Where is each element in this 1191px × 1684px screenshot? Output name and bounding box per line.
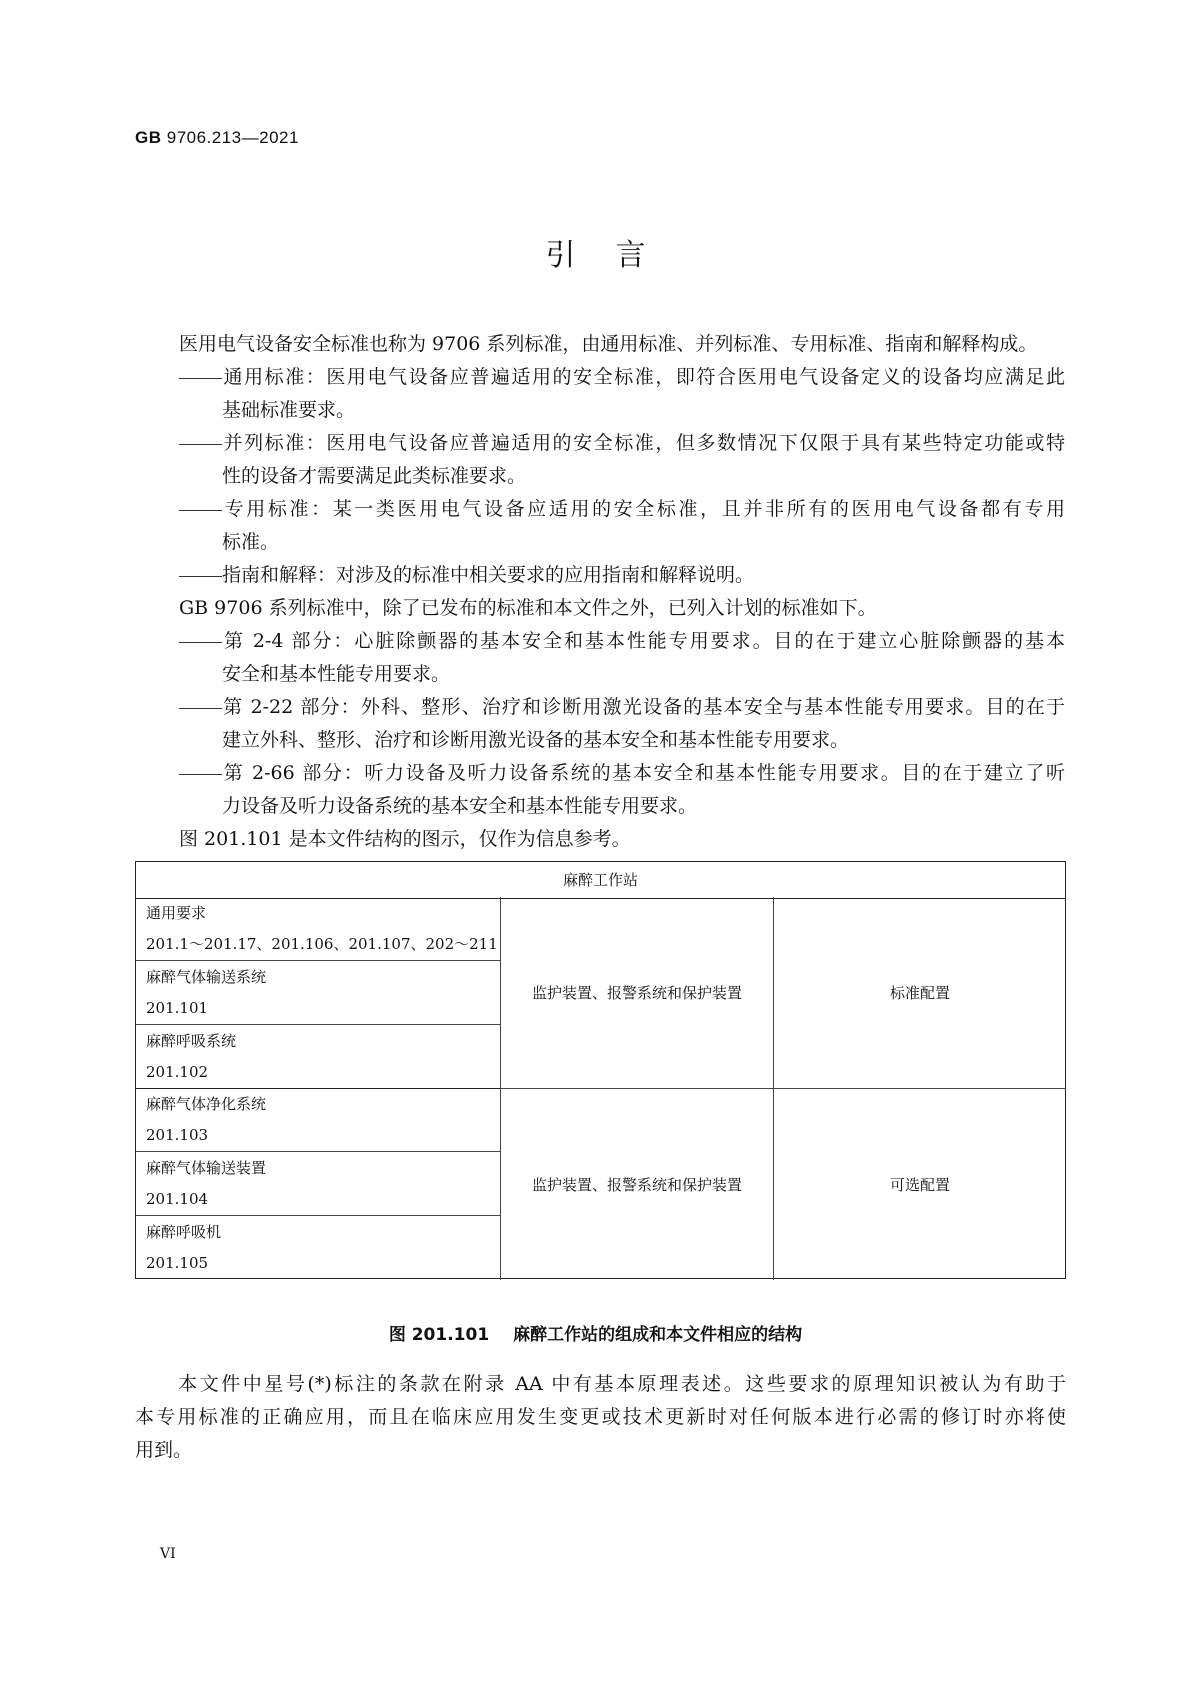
monitoring-cell: 监护装置、报警系统和保护装置 (500, 897, 773, 1089)
configuration-cell: 可选配置 (773, 1088, 1066, 1280)
list-item (179, 691, 1065, 757)
text-line (179, 559, 1065, 592)
list-item (179, 361, 1065, 427)
component-name: 麻醉呼吸系统 (146, 1032, 237, 1050)
table-row-cell (136, 961, 500, 1025)
table-row-cell (136, 897, 500, 961)
line-text: 第 2-22 部分：外科、整形、治疗和诊断用激光设备的基本安全与基本性能专用要求。目的在于 (222, 696, 1065, 718)
text-line (179, 493, 1065, 526)
text-line: 图 201.101 是本文件结构的图示，仅作为信息参考。 (179, 828, 631, 850)
list-item (179, 427, 1065, 493)
text-line: 性的设备才需要满足此类标准要求。 (222, 465, 527, 487)
text-line (179, 691, 1065, 724)
text-line: 医用电气设备安全标准也称为 9706 系列标准，由通用标准、并列标准、专用标准、指南和解释构成。 (179, 333, 1038, 355)
text-line: GB 9706 系列标准中，除了已发布的标准和本文件之外，已列入计划的标准如下。 (179, 597, 877, 619)
line-text: 专用标准：某一类医用电气设备应适用的安全标准，且并非所有的医用电气设备都有专用 (222, 498, 1065, 520)
em-dash (179, 576, 222, 577)
monitoring-cell: 监护装置、报警系统和保护装置 (500, 1088, 773, 1280)
text-line (179, 427, 1065, 460)
list-item (179, 493, 1065, 559)
component-name: 麻醉气体净化系统 (146, 1095, 267, 1113)
caption-number: 图 201.101 (388, 1325, 490, 1345)
line-text: 并列标准：医用电气设备应普遍适用的安全标准，但多数情况下仅限于具有某些特定功能或特 (222, 432, 1065, 454)
list-item (179, 559, 1065, 592)
em-dash (179, 444, 222, 445)
table-row-cell (136, 1216, 500, 1280)
em-dash (179, 510, 222, 511)
em-dash (179, 774, 222, 775)
clause-reference: 201.104 (146, 1190, 209, 1208)
text-line: 本文件中星号(*)标注的条款在附录 AA 中有基本原理表述。这些要求的原理知识被认为有助于 (135, 1373, 1066, 1395)
text-line: 用到。 (135, 1439, 193, 1461)
text-line (179, 757, 1065, 790)
clause-reference: 201.1～201.17、201.106、201.107、202～211 (146, 935, 498, 953)
component-name: 麻醉呼吸机 (146, 1223, 222, 1241)
page-title: 引言 (545, 238, 686, 273)
closing-paragraph (135, 1368, 1066, 1467)
document-header (135, 128, 299, 148)
configuration-cell: 标准配置 (773, 897, 1066, 1089)
text-line: 本专用标准的正确应用，而且在临床应用发生变更或技术更新时对任何版本进行必需的修订时亦将使 (135, 1406, 1066, 1428)
table-row-cell (136, 1088, 500, 1152)
header-number: 9706.213—2021 (166, 128, 299, 147)
em-dash (179, 708, 222, 709)
text-line (179, 625, 1065, 658)
text-line: 标准。 (222, 531, 280, 553)
text-line: 基础标准要求。 (222, 399, 356, 421)
list-item (179, 757, 1065, 823)
clause-reference: 201.101 (146, 999, 209, 1017)
component-name: 通用要求 (146, 904, 207, 922)
structure-figure-table (135, 861, 1066, 1279)
text-line: 力设备及听力设备系统的基本安全和基本性能专用要求。 (222, 795, 698, 817)
introduction-body (179, 328, 1065, 856)
figure-caption (0, 1320, 1191, 1345)
clause-reference: 201.105 (146, 1254, 209, 1272)
header-prefix: GB (135, 128, 162, 147)
line-text: 指南和解释：对涉及的标准中相关要求的应用指南和解释说明。 (222, 564, 755, 586)
paragraph (179, 592, 1065, 625)
clause-reference: 201.103 (146, 1126, 209, 1144)
paragraph (179, 328, 1065, 361)
component-name: 麻醉气体输送系统 (146, 968, 267, 986)
clause-reference: 201.102 (146, 1063, 209, 1081)
table-header: 麻醉工作站 (136, 862, 1065, 899)
text-line: 建立外科、整形、治疗和诊断用激光设备的基本安全和基本性能专用要求。 (222, 729, 850, 751)
text-line (179, 361, 1065, 394)
em-dash (179, 378, 222, 379)
line-text: 通用标准：医用电气设备应普遍适用的安全标准，即符合医用电气设备定义的设备均应满足此 (222, 366, 1065, 388)
line-text: 第 2-66 部分：听力设备及听力设备系统的基本安全和基本性能专用要求。目的在于建立了听 (222, 762, 1065, 784)
table-row-cell (136, 1025, 500, 1089)
caption-text: 麻醉工作站的组成和本文件相应的结构 (513, 1325, 803, 1345)
text-line: 安全和基本性能专用要求。 (222, 663, 451, 685)
list-item (179, 625, 1065, 691)
em-dash (179, 642, 222, 643)
table-row-cell (136, 1152, 500, 1216)
page-number: VI (160, 1546, 176, 1562)
paragraph (179, 823, 1065, 856)
line-text: 第 2-4 部分：心脏除颤器的基本安全和基本性能专用要求。目的在于建立心脏除颤器的基本 (222, 630, 1065, 652)
component-name: 麻醉气体输送装置 (146, 1159, 267, 1177)
